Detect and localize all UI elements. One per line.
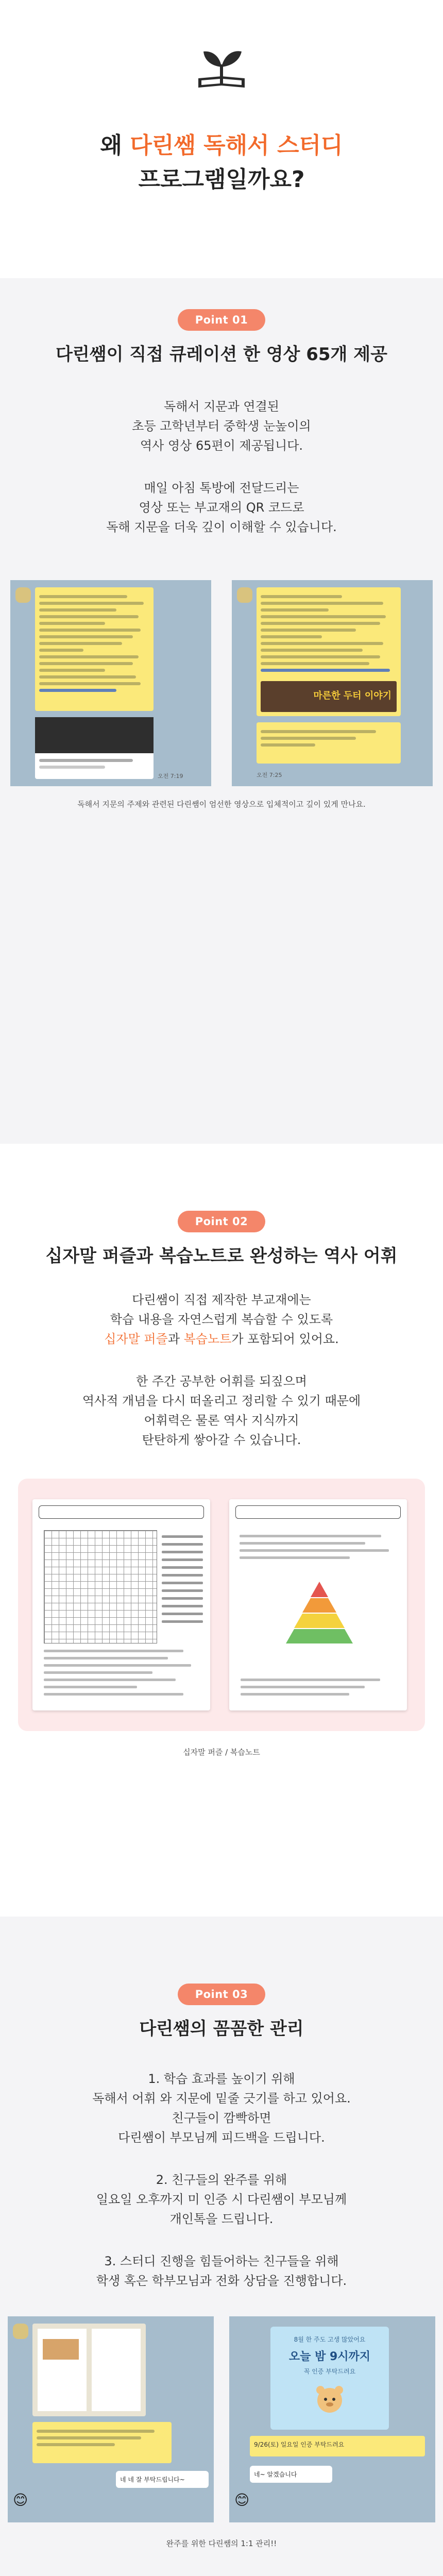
hero-section <box>0 0 443 278</box>
paragraph <box>0 2069 443 2147</box>
hero-title-line2: 프로그램일까요? <box>138 166 305 193</box>
video-thumbnail <box>35 717 154 753</box>
text-line: 어휘력은 물론 역사 지식까지 <box>144 1413 299 1428</box>
emoji-icon: 😊 <box>234 2492 250 2509</box>
accent-text: 십자말 퍼즐 <box>104 1332 168 1346</box>
worksheet-panel <box>18 1479 425 1731</box>
text-line: 독해서 지문과 연결된 <box>164 399 279 414</box>
text-line: 학습 내용을 자연스럽게 복습할 수 있도록 <box>110 1312 333 1327</box>
text-line: 2. 친구들의 완주를 위해 <box>156 2173 287 2187</box>
avatar <box>237 587 252 603</box>
text-fragment: 가 포함되어 있어요. <box>231 1332 339 1346</box>
text-line: 독해서 어휘 와 지문에 밑줄 긋기를 하고 있어요. <box>92 2091 351 2106</box>
text-line: 다린쌤이 직접 제작한 부교재에는 <box>132 1293 311 1307</box>
point-badge: Point 02 <box>178 1211 266 1232</box>
notice-image <box>270 2327 389 2430</box>
text-line: 매일 아침 톡방에 전달드리는 <box>144 481 299 495</box>
notice-line1: 8월 한 주도 고생 많았어요 <box>294 2336 366 2343</box>
point-badge: Point 03 <box>178 1984 266 2005</box>
chat-screenshot-right <box>232 580 433 786</box>
video-link-card[interactable] <box>35 717 154 779</box>
message-bubble <box>250 2436 425 2456</box>
sheet-header <box>39 1505 204 1519</box>
crossword-grid <box>44 1530 157 1643</box>
chat-screenshot-right <box>229 2316 435 2522</box>
text-line <box>0 1329 443 1349</box>
notice-line3: 꼭 인증 부탁드려요 <box>303 2368 356 2375</box>
paragraph <box>0 1290 443 1349</box>
section-title: 다린쌤이 직접 큐레이션 한 영상 65개 제공 <box>56 344 387 365</box>
bear-illustration-icon <box>270 2381 389 2419</box>
text-line: 역사 영상 65편이 제공됩니다. <box>140 438 303 453</box>
caption: 독해서 지문의 주제와 관련된 다린쌤이 엄선한 영상으로 입체적이고 깊이 있게 만나요. <box>77 800 366 809</box>
reply-text: 네~ 알겠습니다 <box>254 2471 297 2478</box>
crossword-sheet <box>32 1499 210 1710</box>
clue-list <box>162 1530 203 1628</box>
hero-title-highlight: 다린쌤 독해서 스터디 <box>130 132 343 159</box>
section-title: 십자말 퍼즐과 복습노트로 완성하는 역사 어휘 <box>45 1246 398 1266</box>
paragraph <box>0 397 443 455</box>
section-title: 다린쌤의 꼼꼼한 관리 <box>139 2019 304 2039</box>
note-text <box>241 1674 396 1700</box>
text-line: 영상 또는 부교재의 QR 코드로 <box>139 500 304 515</box>
text-line: 학생 혹은 학부모님과 전화 상담을 진행합니다. <box>96 2274 347 2288</box>
accent-text: 복습노트 <box>183 1332 232 1346</box>
reply-bubble <box>250 2466 332 2483</box>
point-badge: Point 01 <box>178 309 266 331</box>
caption: 완주를 위한 다린쌤의 1:1 관리!! <box>166 2539 277 2548</box>
hero-title-prefix: 왜 <box>100 132 122 159</box>
chat-screenshot-left <box>8 2316 214 2522</box>
text-line: 독해 지문을 더욱 깊이 이해할 수 있습니다. <box>106 520 337 534</box>
message-bubble <box>257 722 401 764</box>
message-bubble <box>257 587 401 716</box>
workbook-photo <box>32 2324 146 2416</box>
paragraph <box>0 2251 443 2291</box>
review-note-sheet <box>229 1499 407 1710</box>
point-01-section <box>0 278 443 1144</box>
timestamp: 오전 7:19 <box>158 773 183 779</box>
chat-screenshots <box>0 580 443 786</box>
paragraph <box>0 1371 443 1450</box>
text-line: 다린쌤이 부모님께 피드백을 드립니다. <box>118 2130 325 2145</box>
text-line: 한 주간 공부한 어휘를 되짚으며 <box>136 1374 307 1388</box>
message-bubble <box>35 587 154 711</box>
reply-bubble <box>116 2471 209 2488</box>
text-fragment: 과 <box>167 1332 180 1346</box>
paragraph <box>0 2170 443 2229</box>
reply-text: 네 네 잘 부탁드립니다~ <box>120 2476 185 2483</box>
text-line: 초등 고학년부터 중학생 눈높이의 <box>132 419 311 433</box>
point-02-section <box>0 1144 443 1917</box>
plant-book-logo-icon <box>188 36 255 103</box>
clue-text <box>44 1645 199 1700</box>
emoji-icon: 😊 <box>13 2492 28 2509</box>
caption: 십자말 퍼즐 / 복습노트 <box>183 1748 260 1757</box>
avatar <box>15 587 31 603</box>
avatar <box>13 2324 28 2339</box>
text-line: 탄탄하게 쌓아갈 수 있습니다. <box>142 1433 301 1447</box>
text-line: 1. 학습 효과를 높이기 위해 <box>148 2072 295 2086</box>
message-bubble <box>32 2422 172 2463</box>
notice-big: 오늘 밤 9시까지 <box>288 2350 371 2363</box>
message-text: 9/26(토) 일요일 인증 부탁드려요 <box>254 2441 345 2448</box>
text-line: 3. 스터디 진행을 힘들어하는 친구들을 위해 <box>104 2254 339 2268</box>
management-screenshots <box>0 2316 443 2522</box>
hero-title <box>0 129 443 197</box>
video-thumbnail[interactable] <box>261 681 397 712</box>
sheet-header <box>235 1505 401 1519</box>
text-line: 역사적 개념을 다시 떠올리고 정리할 수 있기 때문에 <box>82 1394 361 1408</box>
timestamp: 오전 7:25 <box>257 772 282 778</box>
text-line: 개인톡을 드립니다. <box>169 2212 274 2226</box>
point-03-section <box>0 1917 443 2576</box>
video-title: 마른한 두터 이야기 <box>313 690 391 701</box>
text-line: 친구들이 깜빡하면 <box>172 2111 271 2125</box>
text-line: 일요일 오후까지 미 인증 시 다린쌤이 부모님께 <box>96 2192 347 2207</box>
pyramid-diagram-icon <box>286 1582 353 1646</box>
chat-screenshot-left <box>10 580 211 786</box>
paragraph <box>0 478 443 537</box>
note-text <box>240 1530 397 1564</box>
